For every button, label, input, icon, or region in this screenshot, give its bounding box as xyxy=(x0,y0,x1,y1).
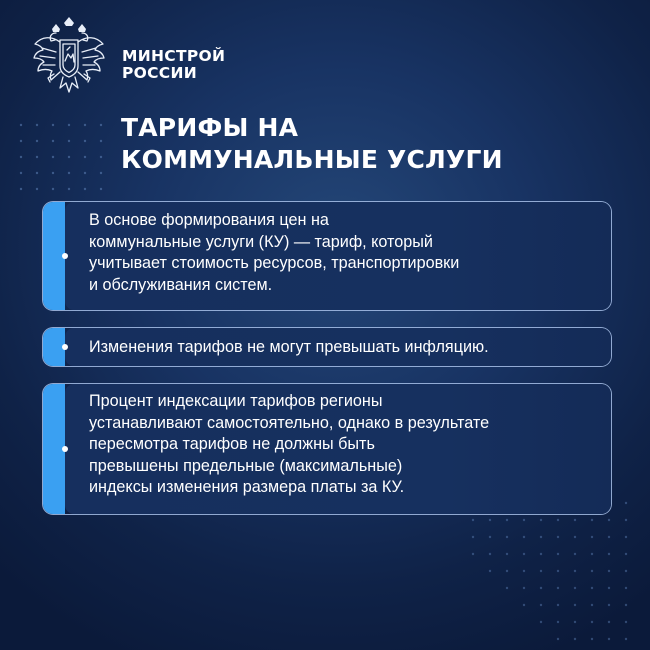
decorative-dot xyxy=(625,587,627,589)
decorative-dot xyxy=(506,570,508,572)
decorative-dot xyxy=(591,519,593,521)
decorative-dot xyxy=(523,553,525,555)
decorative-dot xyxy=(52,140,54,142)
decorative-dot xyxy=(506,519,508,521)
decorative-dot xyxy=(574,604,576,606)
decorative-dot xyxy=(472,553,474,555)
brand-line-2: РОССИИ xyxy=(122,64,198,82)
card-text-line: учитывает стоимость ресурсов, транспортировки xyxy=(89,254,460,272)
decorative-dot xyxy=(608,536,610,538)
decorative-dot xyxy=(68,188,70,190)
decorative-dot xyxy=(489,519,491,521)
decorative-dot xyxy=(574,536,576,538)
decorative-dot xyxy=(20,188,22,190)
decorative-dot xyxy=(84,124,86,126)
decorative-dot xyxy=(20,140,22,142)
decorative-dot xyxy=(625,604,627,606)
decorative-dot xyxy=(20,124,22,126)
decorative-dot xyxy=(540,587,542,589)
decorative-dot xyxy=(36,140,38,142)
decorative-dot xyxy=(36,124,38,126)
decorative-dot xyxy=(574,638,576,640)
decorative-dot xyxy=(523,536,525,538)
decorative-dot xyxy=(608,621,610,623)
decorative-dot xyxy=(608,570,610,572)
decorative-dot xyxy=(489,536,491,538)
page-title xyxy=(121,112,503,176)
decorative-dot xyxy=(100,156,102,158)
decorative-dot xyxy=(540,604,542,606)
card-text-line: Процент индексации тарифов регионы xyxy=(89,392,383,410)
card-text-line: превышены предельные (максимальные) xyxy=(89,456,403,475)
decorative-dot xyxy=(574,621,576,623)
decorative-dot xyxy=(591,604,593,606)
card-text-line: устанавливают самостоятельно, однако в результате xyxy=(89,413,490,432)
decorative-dot xyxy=(625,570,627,572)
decorative-dot xyxy=(100,172,102,174)
decorative-dot xyxy=(608,519,610,521)
card-text-line: индексы изменения размера платы за КУ. xyxy=(89,478,405,496)
decorative-dot xyxy=(36,156,38,158)
decorative-dot xyxy=(506,553,508,555)
decorative-dot xyxy=(591,621,593,623)
decorative-dot xyxy=(100,124,102,126)
decorative-dot xyxy=(52,124,54,126)
decorative-dot xyxy=(506,587,508,589)
decorative-dot xyxy=(540,553,542,555)
decorative-dot xyxy=(540,621,542,623)
card-text-line: и обслуживания систем. xyxy=(89,275,273,294)
decorative-dot xyxy=(68,172,70,174)
decorative-dot xyxy=(574,553,576,555)
decorative-dot xyxy=(574,570,576,572)
decorative-dot xyxy=(557,604,559,606)
decorative-dot xyxy=(625,553,627,555)
decorative-dot xyxy=(523,587,525,589)
decorative-dot-grid-left xyxy=(18,122,118,202)
decorative-dot xyxy=(84,172,86,174)
decorative-dot xyxy=(625,621,627,623)
ministry-logo-text xyxy=(122,48,225,82)
decorative-dot xyxy=(472,519,474,521)
decorative-dot xyxy=(68,124,70,126)
decorative-dot xyxy=(489,553,491,555)
card-text-line: коммунальные услуги (КУ) — тариф, который xyxy=(89,232,433,251)
decorative-dot xyxy=(84,188,86,190)
card-text xyxy=(89,337,599,359)
decorative-dot xyxy=(52,172,54,174)
decorative-dot xyxy=(557,570,559,572)
decorative-dot xyxy=(540,536,542,538)
decorative-dot xyxy=(84,140,86,142)
decorative-dot xyxy=(36,188,38,190)
decorative-dot xyxy=(591,570,593,572)
decorative-dot xyxy=(591,638,593,640)
card-text xyxy=(89,391,599,499)
decorative-dot xyxy=(20,156,22,158)
title-line-1: ТАРИФЫ НА xyxy=(121,113,299,142)
decorative-dot xyxy=(557,553,559,555)
decorative-dot xyxy=(100,140,102,142)
info-card-3 xyxy=(42,383,612,515)
decorative-dot xyxy=(608,638,610,640)
decorative-dot xyxy=(36,172,38,174)
decorative-dot xyxy=(557,536,559,538)
decorative-dot xyxy=(557,638,559,640)
brand-line-1: МИНСТРОЙ xyxy=(122,47,226,65)
decorative-dot xyxy=(540,519,542,521)
decorative-dot xyxy=(557,519,559,521)
decorative-dot xyxy=(608,553,610,555)
decorative-dot xyxy=(523,519,525,521)
decorative-dot-grid-right xyxy=(470,500,650,650)
double-headed-eagle-emblem-icon xyxy=(30,14,108,98)
decorative-dot xyxy=(52,188,54,190)
decorative-dot xyxy=(625,638,627,640)
decorative-dot xyxy=(625,502,627,504)
decorative-dot xyxy=(574,519,576,521)
bullet-dot-icon xyxy=(62,253,68,259)
title-line-2: КОММУНАЛЬНЫЕ УСЛУГИ xyxy=(121,145,503,174)
decorative-dot xyxy=(557,621,559,623)
decorative-dot xyxy=(523,604,525,606)
info-card-2 xyxy=(42,327,612,367)
decorative-dot xyxy=(557,587,559,589)
card-text-line: В основе формирования цен на xyxy=(89,211,329,229)
bullet-dot-icon xyxy=(62,344,68,350)
decorative-dot xyxy=(68,156,70,158)
decorative-dot xyxy=(625,519,627,521)
decorative-dot xyxy=(608,604,610,606)
decorative-dot xyxy=(489,570,491,572)
decorative-dot xyxy=(68,140,70,142)
decorative-dot xyxy=(523,570,525,572)
decorative-dot xyxy=(608,587,610,589)
decorative-dot xyxy=(540,570,542,572)
decorative-dot xyxy=(20,172,22,174)
decorative-dot xyxy=(591,536,593,538)
decorative-dot xyxy=(100,188,102,190)
decorative-dot xyxy=(625,536,627,538)
card-text-line: пересмотра тарифов не должны быть xyxy=(89,435,375,453)
bullet-dot-icon xyxy=(62,446,68,452)
decorative-dot xyxy=(574,587,576,589)
decorative-dot xyxy=(506,536,508,538)
card-text xyxy=(89,210,599,296)
decorative-dot xyxy=(84,156,86,158)
decorative-dot xyxy=(591,587,593,589)
info-card-1 xyxy=(42,201,612,311)
decorative-dot xyxy=(591,553,593,555)
decorative-dot xyxy=(472,536,474,538)
card-text-line: Изменения тарифов не могут превышать инфляцию. xyxy=(89,338,489,356)
decorative-dot xyxy=(52,156,54,158)
